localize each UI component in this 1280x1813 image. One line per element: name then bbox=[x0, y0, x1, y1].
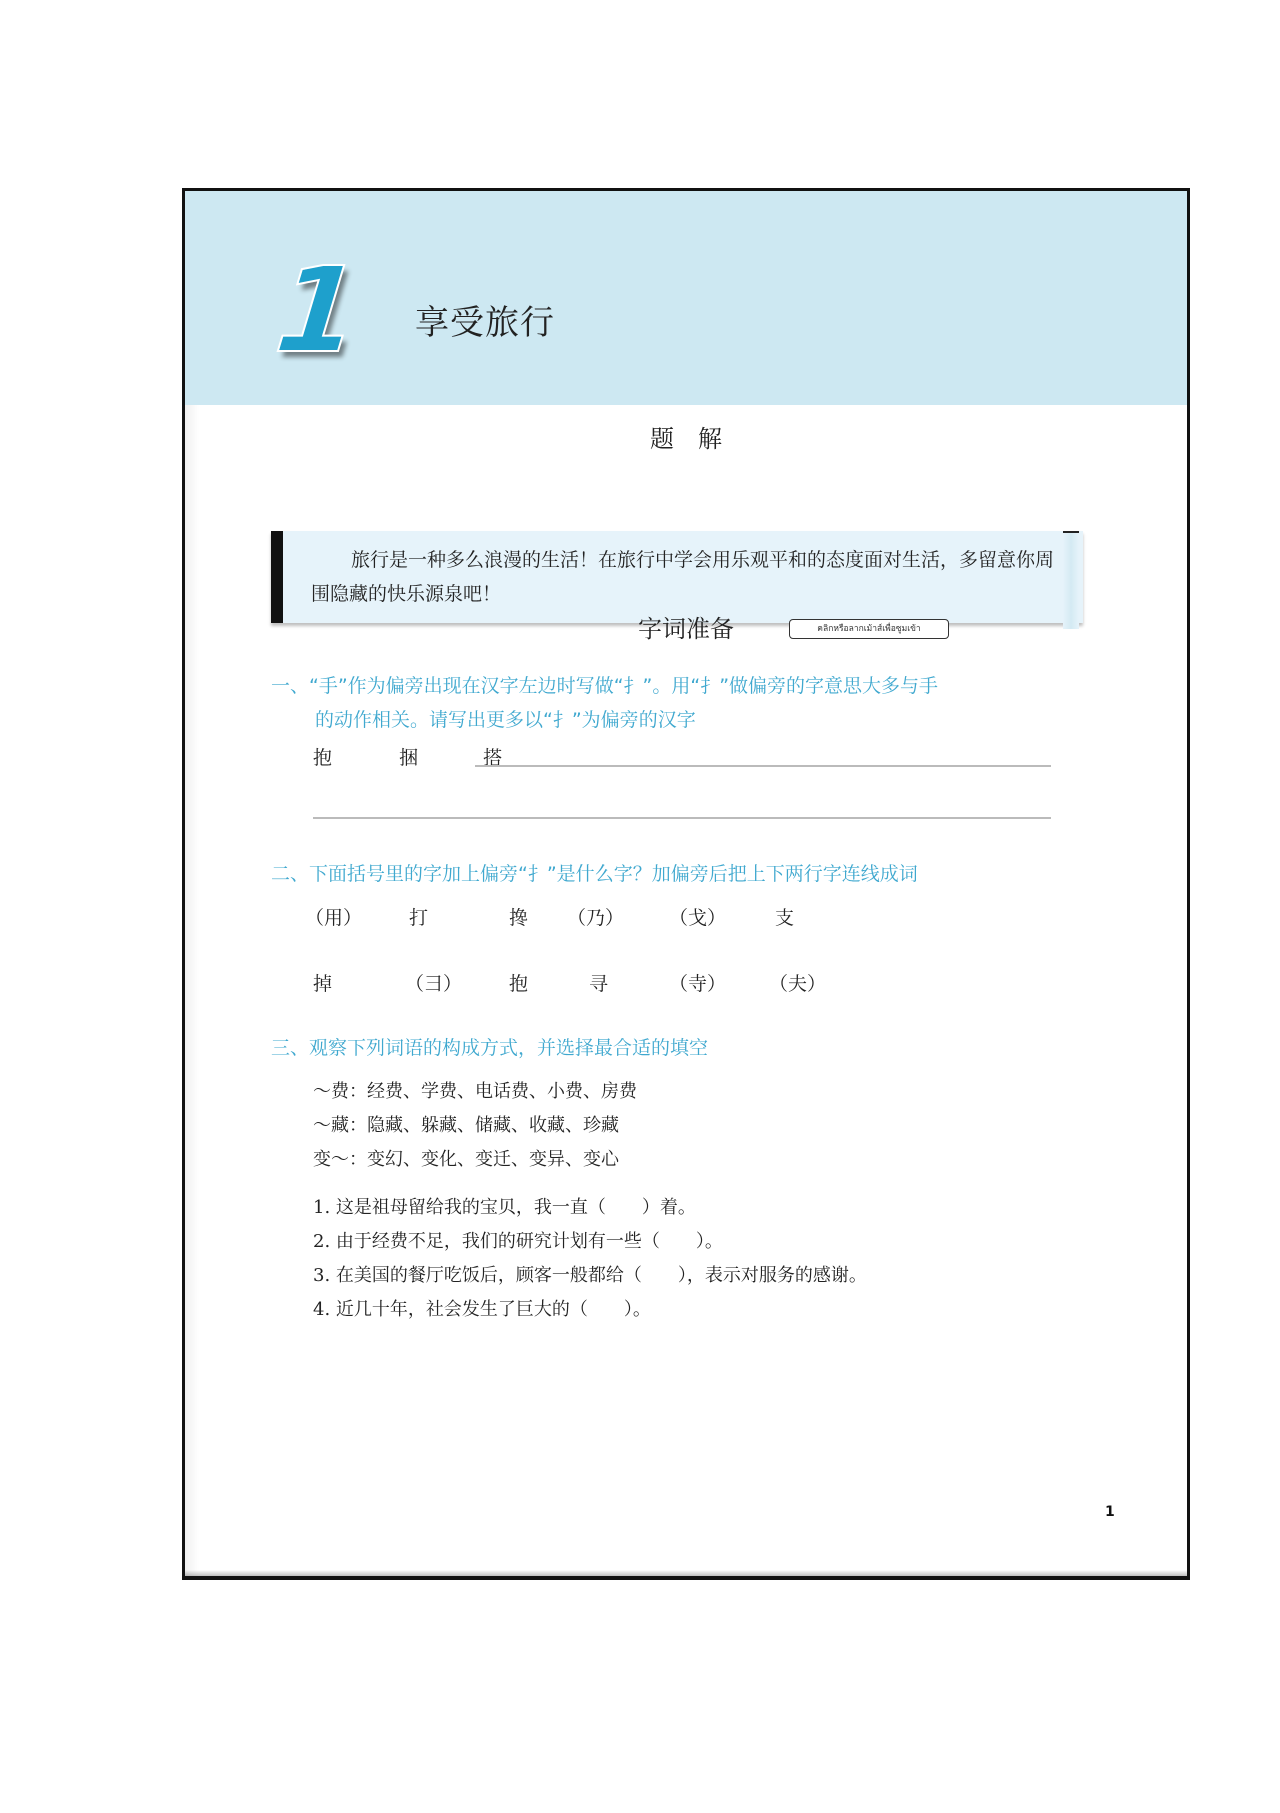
textbook-page bbox=[182, 188, 1190, 1580]
char-cell[interactable]: （寺） bbox=[669, 973, 727, 995]
example-char: 捆 bbox=[399, 747, 419, 769]
zoom-tooltip[interactable]: คลิกหรือลากเม้าส์เพื่อซูมเข้า bbox=[789, 619, 949, 639]
char-cell[interactable]: （彐） bbox=[405, 973, 463, 995]
intro-text: 旅行是一种多么浪漫的生活！在旅行中学会用乐观平和的态度面对生活，多留意你周围隐藏的快乐源泉吧！ bbox=[311, 549, 1055, 605]
question-1-examples bbox=[313, 743, 502, 770]
chapter-number: 1 bbox=[269, 241, 367, 379]
word-group-bian: 变～：变幻、变化、变迁、变异、变心 bbox=[313, 1149, 619, 1170]
sentence-4[interactable]: 4. 近几十年，社会发生了巨大的（ ）。 bbox=[313, 1299, 651, 1320]
answer-line-1[interactable] bbox=[475, 765, 1051, 767]
answer-line-2[interactable] bbox=[313, 817, 1051, 819]
char-cell[interactable]: 抱 bbox=[509, 973, 529, 995]
char-cell[interactable]: 支 bbox=[775, 907, 795, 929]
chapter-header-band bbox=[185, 191, 1187, 405]
char-cell[interactable]: 搀 bbox=[509, 907, 529, 929]
example-char: 抱 bbox=[313, 747, 333, 769]
question-3-heading: 三、观察下列词语的构成方式，并选择最合适的填空 bbox=[271, 1037, 709, 1059]
question-1-line2: 的动作相关。请写出更多以“扌”为偏旁的汉字 bbox=[315, 709, 696, 731]
chapter-title: 享受旅行 bbox=[415, 303, 555, 343]
char-cell[interactable]: 寻 bbox=[589, 973, 609, 995]
char-cell[interactable]: （乃） bbox=[567, 907, 625, 929]
fill-in-sentences bbox=[313, 1191, 867, 1327]
intro-heading: 题 解 bbox=[650, 425, 722, 453]
vocab-section-heading: 字词准备 bbox=[638, 615, 734, 643]
question-2-heading: 二、下面括号里的字加上偏旁“扌”是什么字？加偏旁后把上下两行字连线成词 bbox=[271, 863, 918, 885]
word-group-fei: ～费：经费、学费、电话费、小费、房费 bbox=[313, 1081, 637, 1102]
char-cell[interactable]: （用） bbox=[305, 907, 363, 929]
sentence-1[interactable]: 1. 这是祖母留给我的宝贝，我一直（ ）着。 bbox=[313, 1197, 696, 1218]
char-cell[interactable]: （戈） bbox=[669, 907, 727, 929]
sentence-2[interactable]: 2. 由于经费不足，我们的研究计划有一些（ ）。 bbox=[313, 1231, 723, 1252]
page-number: 1 bbox=[1105, 1504, 1115, 1520]
word-groups bbox=[313, 1075, 637, 1177]
question-1-line1: 一、“手”作为偏旁出现在汉字左边时写做“扌”。用“扌”做偏旁的字意思大多与手 bbox=[271, 675, 939, 697]
char-cell[interactable]: 打 bbox=[409, 907, 429, 929]
question-1-heading bbox=[271, 669, 1091, 737]
char-cell[interactable]: 掉 bbox=[313, 973, 333, 995]
example-char: 搭 bbox=[483, 747, 503, 769]
sentence-3[interactable]: 3. 在美国的餐厅吃饭后，顾客一般都给（ ），表示对服务的感谢。 bbox=[313, 1265, 867, 1286]
char-cell[interactable]: （夫） bbox=[769, 973, 827, 995]
word-group-cang: ～藏：隐藏、躲藏、储藏、收藏、珍藏 bbox=[313, 1115, 619, 1136]
